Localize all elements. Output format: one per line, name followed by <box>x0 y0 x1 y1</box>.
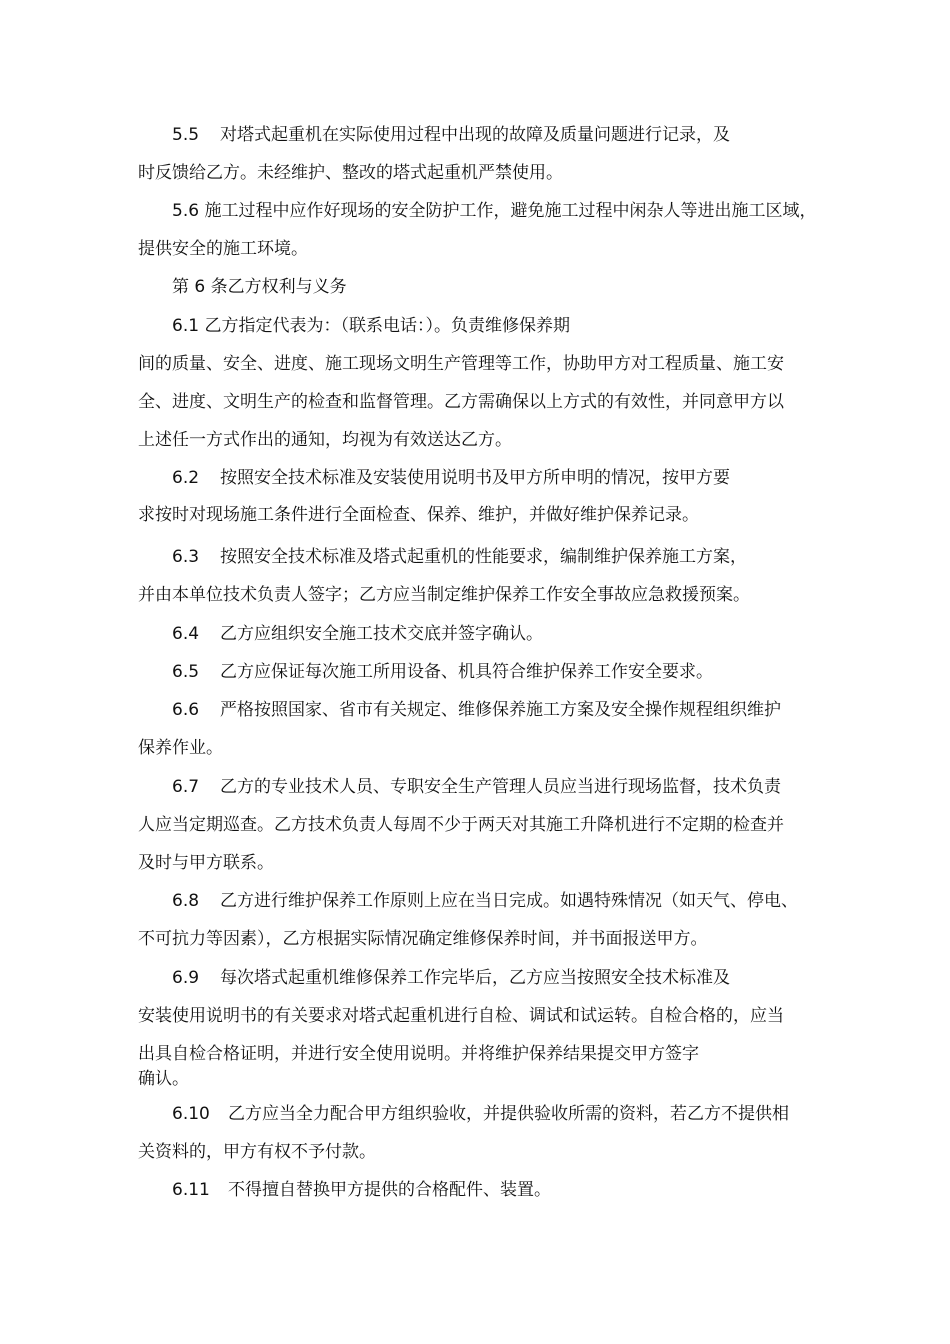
clause-number: 6.7 <box>172 777 200 797</box>
section-heading-6: 第 6 条乙方权利与义务 <box>172 277 347 297</box>
paragraph-6-4 <box>172 623 543 645</box>
clause-number: 6.8 <box>172 891 200 911</box>
clause-text: 不得擅自替换甲方提供的合格配件、装置。 <box>228 1180 551 1200</box>
clause-text: 对塔式起重机在实际使用过程中出现的故障及质量问题进行记录，及 <box>220 125 730 145</box>
clause-text: 乙方应组织安全施工技术交底并签字确认。 <box>220 624 543 644</box>
clause-text: 乙方应当全力配合甲方组织验收，并提供验收所需的资料，若乙方不提供相 <box>228 1104 789 1124</box>
paragraph-5-6-line-2: 提供安全的施工环境。 <box>138 239 308 259</box>
clause-text: 严格按照国家、省市有关规定、维修保养施工方案及安全操作规程组织维护 <box>220 700 781 720</box>
paragraph-6-9-line-2: 安装使用说明书的有关要求对塔式起重机进行自检、调试和试运转。自检合格的，应当 <box>138 1006 784 1026</box>
paragraph-6-2-line-1 <box>172 467 730 489</box>
paragraph-6-7-line-2: 人应当定期巡查。乙方技术负责人每周不少于两天对其施工升降机进行不定期的检查并 <box>138 815 784 835</box>
clause-number: 6.6 <box>172 700 200 720</box>
clause-text: 每次塔式起重机维修保养工作完毕后，乙方应当按照安全技术标准及 <box>220 968 730 988</box>
paragraph-6-10-line-1 <box>172 1103 789 1125</box>
clause-number: 6.2 <box>172 468 200 488</box>
paragraph-6-1-line-3: 全、进度、文明生产的检查和监督管理。乙方需确保以上方式的有效性，并同意甲方以 <box>138 392 784 412</box>
clause-number: 6.10 <box>172 1104 210 1124</box>
paragraph-6-5 <box>172 661 713 683</box>
paragraph-6-10-line-2: 关资料的，甲方有权不予付款。 <box>138 1142 376 1162</box>
paragraph-6-9-line-3: 出具自检合格证明，并进行安全使用说明。并将维护保养结果提交甲方签字 <box>138 1044 699 1064</box>
paragraph-5-6-line-1: 5.6 施工过程中应作好现场的安全防护工作，避免施工过程中闲杂人等进出施工区域， <box>172 201 817 221</box>
paragraph-6-3-line-2: 并由本单位技术负责人签字；乙方应当制定维护保养工作安全事故应急救援预案。 <box>138 585 750 605</box>
clause-number: 5.5 <box>172 125 200 145</box>
paragraph-6-7-line-1 <box>172 776 781 798</box>
paragraph-6-7-line-3: 及时与甲方联系。 <box>138 853 274 873</box>
paragraph-6-3-line-1 <box>172 546 747 568</box>
clause-number: 6.3 <box>172 547 200 567</box>
paragraph-5-5-line-1 <box>172 124 730 146</box>
clause-text: 按照安全技术标准及安装使用说明书及甲方所申明的情况，按甲方要 <box>220 468 730 488</box>
paragraph-5-5-line-2: 时反馈给乙方。未经维护、整改的塔式起重机严禁使用。 <box>138 163 563 183</box>
paragraph-6-9-line-4: 确认。 <box>138 1069 189 1089</box>
paragraph-6-8-line-1 <box>172 890 798 912</box>
clause-text: 乙方的专业技术人员、专职安全生产管理人员应当进行现场监督，技术负责 <box>220 777 781 797</box>
paragraph-6-6-line-1 <box>172 699 781 721</box>
paragraph-6-1-line-4: 上述任一方式作出的通知，均视为有效送达乙方。 <box>138 430 512 450</box>
paragraph-6-11 <box>172 1179 551 1201</box>
paragraph-6-8-line-2: 不可抗力等因素），乙方根据实际情况确定维修保养时间，并书面报送甲方。 <box>138 929 708 949</box>
paragraph-6-9-line-1 <box>172 967 730 989</box>
paragraph-6-1-line-1: 6.1 乙方指定代表为：（联系电话：）。负责维修保养期 <box>172 316 570 336</box>
clause-number: 6.11 <box>172 1180 210 1200</box>
paragraph-6-6-line-2: 保养作业。 <box>138 738 223 758</box>
clause-text: 按照安全技术标准及塔式起重机的性能要求，编制维护保养施工方案， <box>220 547 747 567</box>
clause-text: 乙方进行维护保养工作原则上应在当日完成。如遇特殊情况（如天气、停电、 <box>220 891 798 911</box>
clause-number: 6.5 <box>172 662 200 682</box>
paragraph-6-2-line-2: 求按时对现场施工条件进行全面检查、保养、维护，并做好维护保养记录。 <box>138 505 699 525</box>
paragraph-6-1-line-2: 间的质量、安全、进度、施工现场文明生产管理等工作，协助甲方对工程质量、施工安 <box>138 354 784 374</box>
clause-number: 6.4 <box>172 624 200 644</box>
clause-number: 6.9 <box>172 968 200 988</box>
clause-text: 乙方应保证每次施工所用设备、机具符合维护保养工作安全要求。 <box>220 662 713 682</box>
